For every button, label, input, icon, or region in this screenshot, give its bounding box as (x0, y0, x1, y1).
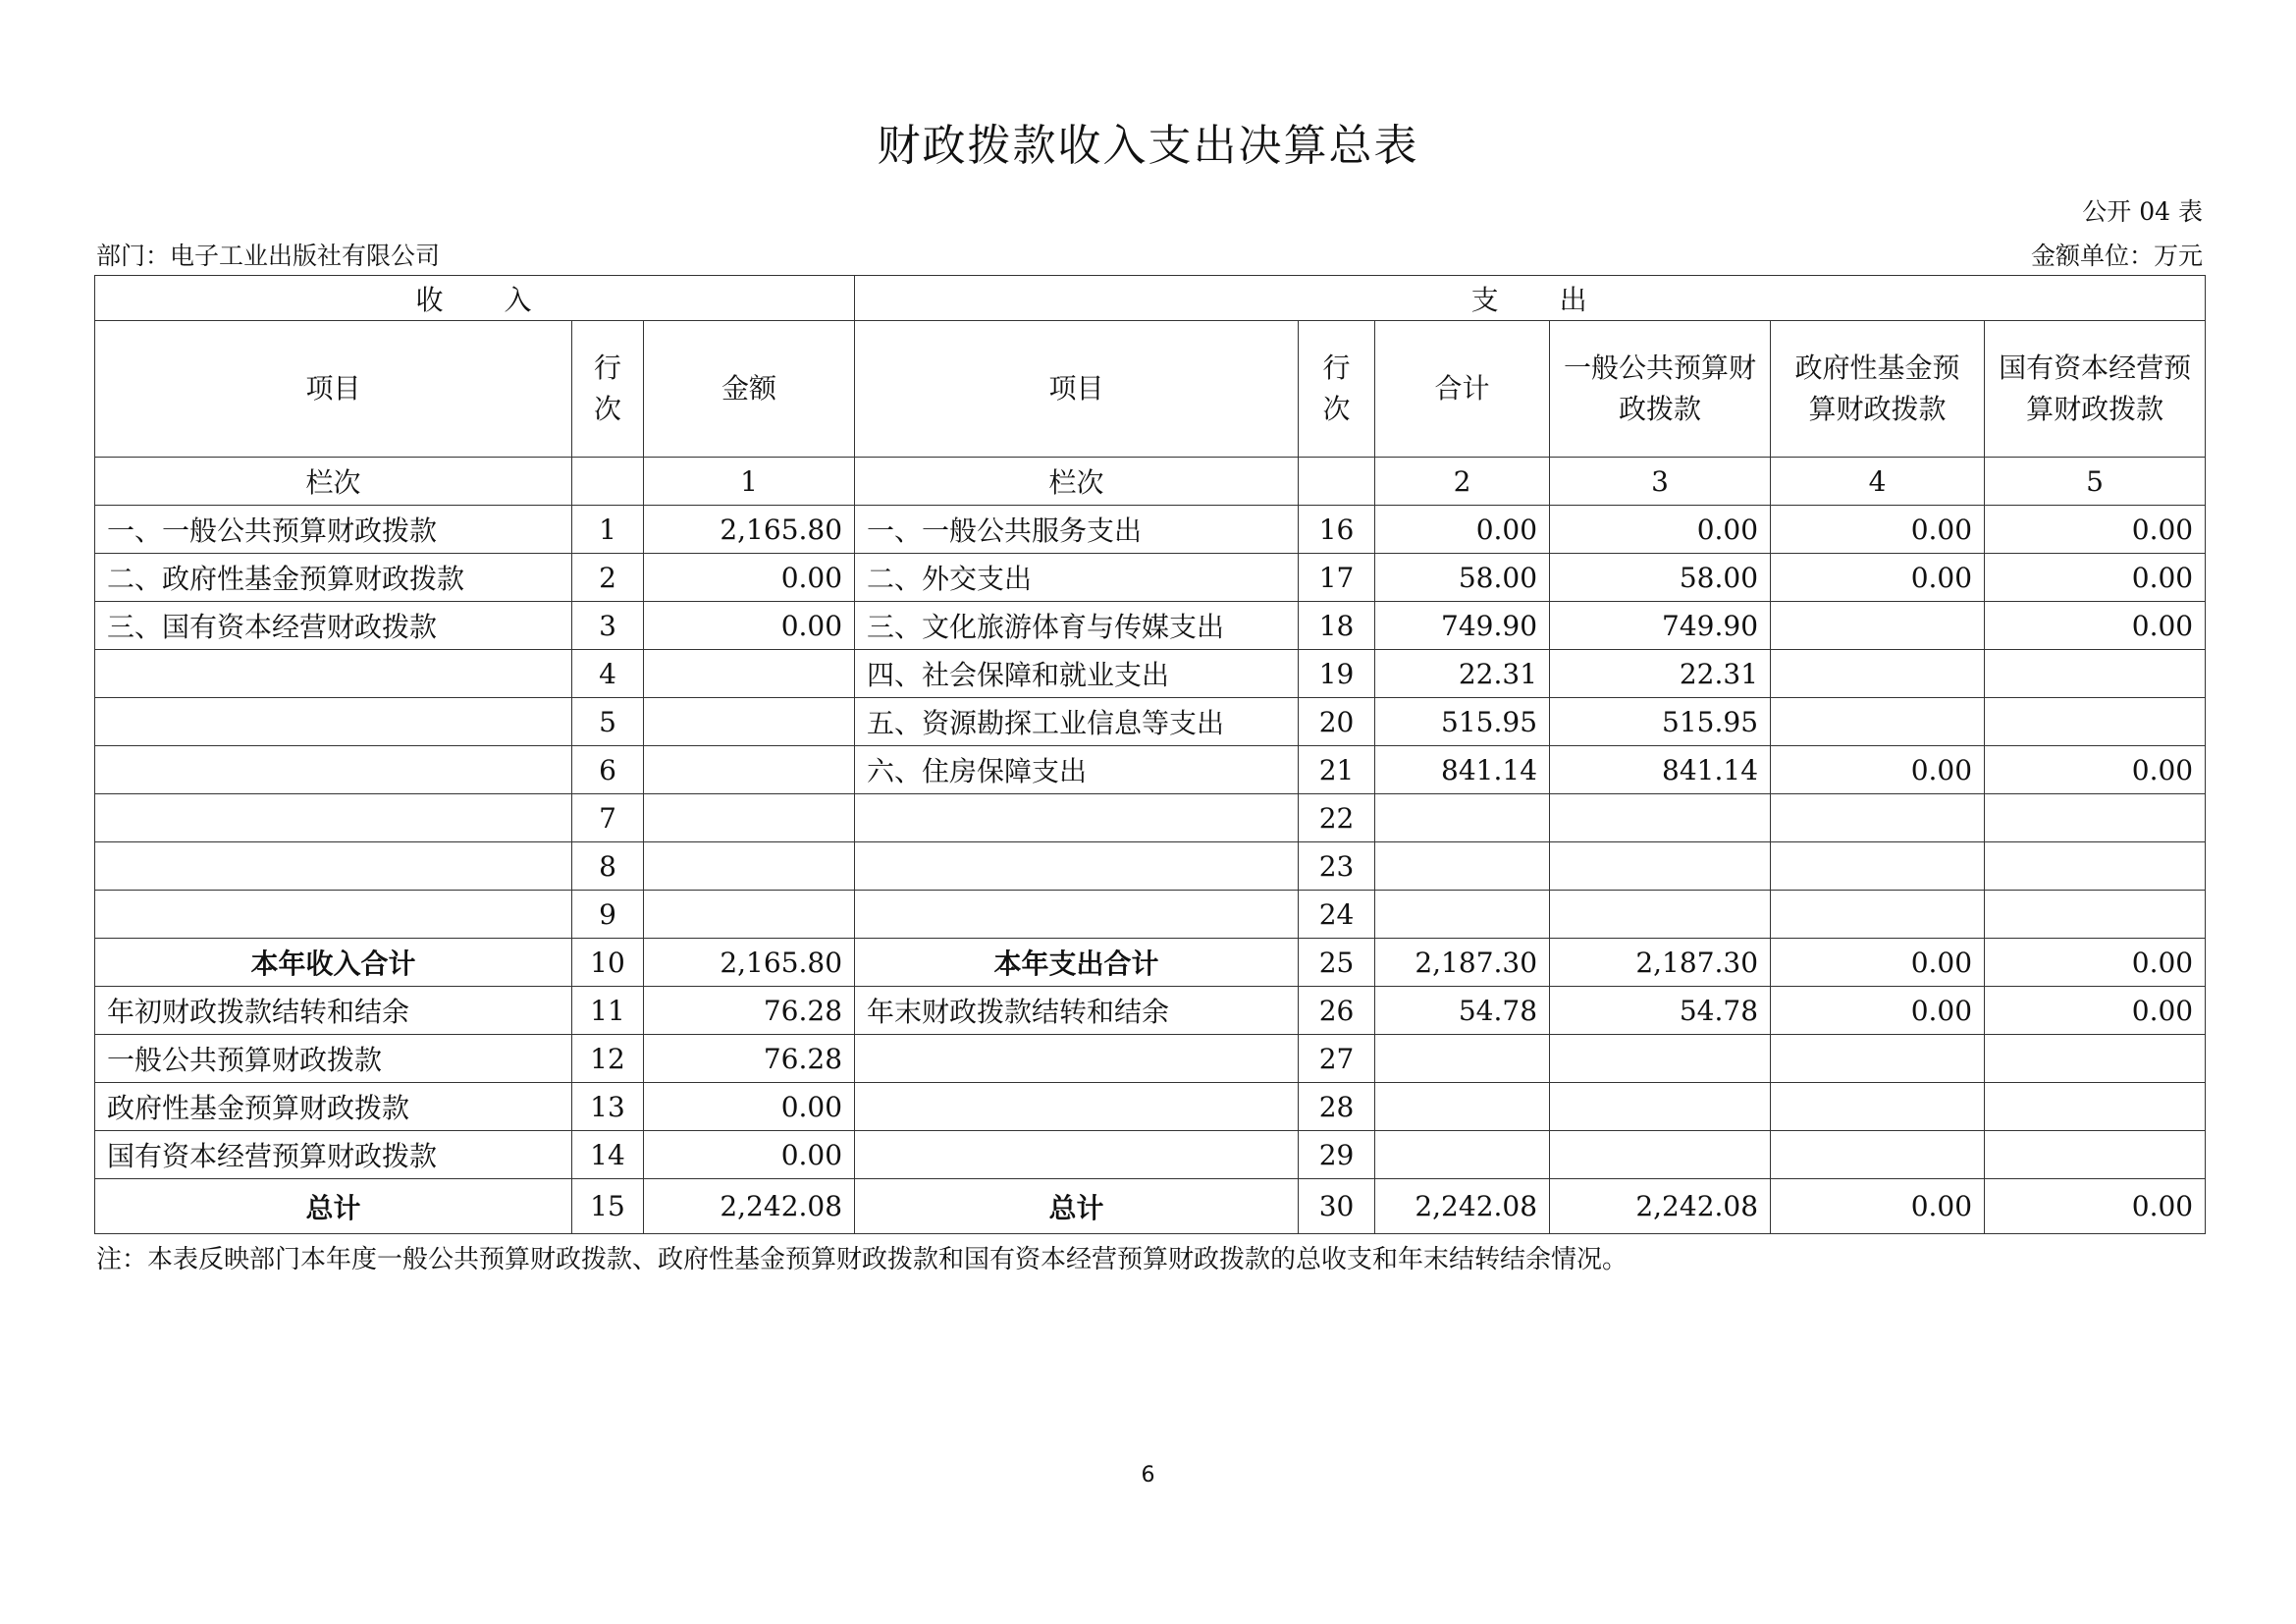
expense-header: 支 出 (855, 276, 2206, 321)
expense-item: 六、住房保障支出 (855, 746, 1299, 794)
income-amount-header: 金额 (644, 321, 855, 458)
col-empty (1299, 458, 1375, 506)
col-num-2: 2 (1375, 458, 1550, 506)
income-amount (644, 698, 855, 746)
fund-budget-amount: 0.00 (1771, 554, 1985, 602)
col-label-right: 栏次 (855, 458, 1299, 506)
fund-budget-amount: 0.00 (1771, 987, 1985, 1035)
expense-row-no: 30 (1299, 1179, 1375, 1234)
general-budget-amount (1550, 794, 1771, 842)
table-row (95, 650, 2206, 698)
income-item: 总计 (95, 1179, 572, 1234)
general-budget-amount (1550, 1083, 1771, 1131)
col-num-1: 1 (644, 458, 855, 506)
income-item-header: 项目 (95, 321, 572, 458)
general-budget-amount: 58.00 (1550, 554, 1771, 602)
expense-row-no: 25 (1299, 939, 1375, 987)
expense-item (855, 1035, 1299, 1083)
income-item (95, 698, 572, 746)
state-capital-amount (1985, 1035, 2206, 1083)
expense-item: 三、文化旅游体育与传媒支出 (855, 602, 1299, 650)
table-row (95, 1179, 2206, 1234)
expense-item: 五、资源勘探工业信息等支出 (855, 698, 1299, 746)
table-row (95, 554, 2206, 602)
income-row-no: 6 (572, 746, 644, 794)
income-item (95, 842, 572, 891)
general-budget-amount: 54.78 (1550, 987, 1771, 1035)
expense-row-no-header: 行次 (1299, 321, 1375, 458)
expense-total: 22.31 (1375, 650, 1550, 698)
expense-row-no: 19 (1299, 650, 1375, 698)
table-row (95, 746, 2206, 794)
income-amount: 0.00 (644, 1083, 855, 1131)
state-capital-amount (1985, 698, 2206, 746)
budget-table (94, 275, 2206, 1234)
expense-total: 515.95 (1375, 698, 1550, 746)
table-row (95, 698, 2206, 746)
fund-budget-amount: 0.00 (1771, 746, 1985, 794)
income-item (95, 891, 572, 939)
expense-row-no: 28 (1299, 1083, 1375, 1131)
unit-label: 金额单位：万元 (2030, 242, 2203, 270)
general-budget-amount (1550, 1131, 1771, 1179)
expense-row-no: 16 (1299, 506, 1375, 554)
income-row-no: 4 (572, 650, 644, 698)
expense-row-no: 17 (1299, 554, 1375, 602)
income-item (95, 794, 572, 842)
income-amount (644, 650, 855, 698)
income-item: 二、政府性基金预算财政拨款 (95, 554, 572, 602)
state-capital-amount (1985, 650, 2206, 698)
expense-row-no: 24 (1299, 891, 1375, 939)
general-budget-amount: 2,242.08 (1550, 1179, 1771, 1234)
income-row-no: 14 (572, 1131, 644, 1179)
expense-row-no: 26 (1299, 987, 1375, 1035)
expense-total (1375, 794, 1550, 842)
income-row-no: 8 (572, 842, 644, 891)
general-budget-amount: 841.14 (1550, 746, 1771, 794)
state-capital-amount: 0.00 (1985, 554, 2206, 602)
income-item: 政府性基金预算财政拨款 (95, 1083, 572, 1131)
table-row (95, 794, 2206, 842)
col-num-5: 5 (1985, 458, 2206, 506)
income-row-no: 15 (572, 1179, 644, 1234)
fund-budget-amount: 0.00 (1771, 506, 1985, 554)
expense-row-no: 23 (1299, 842, 1375, 891)
general-budget-amount: 749.90 (1550, 602, 1771, 650)
state-capital-amount: 0.00 (1985, 746, 2206, 794)
income-item: 本年收入合计 (95, 939, 572, 987)
expense-total: 58.00 (1375, 554, 1550, 602)
fund-budget-amount (1771, 842, 1985, 891)
income-amount: 76.28 (644, 1035, 855, 1083)
income-row-no: 3 (572, 602, 644, 650)
page-title: 财政拨款收入支出决算总表 (877, 121, 1419, 171)
expense-total: 2,187.30 (1375, 939, 1550, 987)
fund-budget-amount (1771, 1131, 1985, 1179)
table-row (95, 1083, 2206, 1131)
general-budget-amount: 2,187.30 (1550, 939, 1771, 987)
col-empty (572, 458, 644, 506)
expense-item: 总计 (855, 1179, 1299, 1234)
fund-budget-amount (1771, 1035, 1985, 1083)
column-number-row (95, 458, 2206, 506)
column-header-row (95, 321, 2206, 458)
income-amount (644, 842, 855, 891)
general-budget-amount (1550, 1035, 1771, 1083)
form-code: 公开 04 表 (2082, 197, 2203, 226)
income-item: 一、一般公共预算财政拨款 (95, 506, 572, 554)
expense-total: 749.90 (1375, 602, 1550, 650)
expense-item (855, 794, 1299, 842)
expense-item: 年末财政拨款结转和结余 (855, 987, 1299, 1035)
expense-item: 本年支出合计 (855, 939, 1299, 987)
expense-item (855, 1083, 1299, 1131)
state-capital-amount (1985, 1131, 2206, 1179)
expense-total (1375, 842, 1550, 891)
income-item (95, 746, 572, 794)
state-capital-amount (1985, 794, 2206, 842)
income-item: 一般公共预算财政拨款 (95, 1035, 572, 1083)
expense-total (1375, 1131, 1550, 1179)
income-row-no: 12 (572, 1035, 644, 1083)
fund-budget-amount (1771, 698, 1985, 746)
expense-row-no: 22 (1299, 794, 1375, 842)
page-number: 6 (1141, 1463, 1155, 1488)
expense-item (855, 891, 1299, 939)
table-row (95, 987, 2206, 1035)
income-row-no: 10 (572, 939, 644, 987)
expense-total: 2,242.08 (1375, 1179, 1550, 1234)
income-amount: 2,165.80 (644, 506, 855, 554)
income-row-no: 11 (572, 987, 644, 1035)
table-row (95, 602, 2206, 650)
income-item: 国有资本经营预算财政拨款 (95, 1131, 572, 1179)
income-item (95, 650, 572, 698)
general-budget-header: 一般公共预算财政拨款 (1550, 321, 1771, 458)
expense-total: 0.00 (1375, 506, 1550, 554)
income-row-no: 9 (572, 891, 644, 939)
table-row (95, 1035, 2206, 1083)
expense-item (855, 1131, 1299, 1179)
state-capital-amount (1985, 891, 2206, 939)
state-capital-amount: 0.00 (1985, 1179, 2206, 1234)
expense-row-no: 21 (1299, 746, 1375, 794)
expense-row-no: 27 (1299, 1035, 1375, 1083)
general-budget-amount: 22.31 (1550, 650, 1771, 698)
income-row-no: 5 (572, 698, 644, 746)
col-num-3: 3 (1550, 458, 1771, 506)
income-amount: 2,165.80 (644, 939, 855, 987)
income-row-no-header: 行次 (572, 321, 644, 458)
table-row (95, 842, 2206, 891)
income-row-no: 13 (572, 1083, 644, 1131)
income-amount: 76.28 (644, 987, 855, 1035)
expense-total (1375, 1035, 1550, 1083)
table-row (95, 891, 2206, 939)
state-capital-amount: 0.00 (1985, 602, 2206, 650)
col-label-left: 栏次 (95, 458, 572, 506)
fund-budget-amount (1771, 794, 1985, 842)
expense-row-no: 29 (1299, 1131, 1375, 1179)
income-amount (644, 794, 855, 842)
table-row (95, 506, 2206, 554)
fund-budget-amount (1771, 891, 1985, 939)
expense-item (855, 842, 1299, 891)
income-amount (644, 891, 855, 939)
department-label: 部门：电子工业出版社有限公司 (96, 242, 441, 270)
income-header: 收 入 (95, 276, 855, 321)
table-row (95, 939, 2206, 987)
state-capital-header: 国有资本经营预算财政拨款 (1985, 321, 2206, 458)
table-row (95, 1131, 2206, 1179)
income-amount (644, 746, 855, 794)
expense-total (1375, 891, 1550, 939)
income-amount: 0.00 (644, 1131, 855, 1179)
income-item: 三、国有资本经营财政拨款 (95, 602, 572, 650)
income-amount: 2,242.08 (644, 1179, 855, 1234)
state-capital-amount (1985, 1083, 2206, 1131)
section-header-row (95, 276, 2206, 321)
expense-item: 一、一般公共服务支出 (855, 506, 1299, 554)
fund-budget-amount: 0.00 (1771, 1179, 1985, 1234)
expense-total: 54.78 (1375, 987, 1550, 1035)
income-amount: 0.00 (644, 602, 855, 650)
state-capital-amount (1985, 842, 2206, 891)
fund-budget-amount: 0.00 (1771, 939, 1985, 987)
fund-budget-amount (1771, 1083, 1985, 1131)
expense-item-header: 项目 (855, 321, 1299, 458)
state-capital-amount: 0.00 (1985, 506, 2206, 554)
general-budget-amount: 515.95 (1550, 698, 1771, 746)
income-row-no: 2 (572, 554, 644, 602)
expense-total (1375, 1083, 1550, 1131)
general-budget-amount: 0.00 (1550, 506, 1771, 554)
general-budget-amount (1550, 842, 1771, 891)
income-item: 年初财政拨款结转和结余 (95, 987, 572, 1035)
expense-item: 二、外交支出 (855, 554, 1299, 602)
expense-total-header: 合计 (1375, 321, 1550, 458)
state-capital-amount: 0.00 (1985, 939, 2206, 987)
state-capital-amount: 0.00 (1985, 987, 2206, 1035)
col-num-4: 4 (1771, 458, 1985, 506)
income-amount: 0.00 (644, 554, 855, 602)
expense-total: 841.14 (1375, 746, 1550, 794)
expense-row-no: 20 (1299, 698, 1375, 746)
fund-budget-amount (1771, 602, 1985, 650)
expense-row-no: 18 (1299, 602, 1375, 650)
fund-budget-header: 政府性基金预算财政拨款 (1771, 321, 1985, 458)
expense-item: 四、社会保障和就业支出 (855, 650, 1299, 698)
fund-budget-amount (1771, 650, 1985, 698)
table-note: 注：本表反映部门本年度一般公共预算财政拨款、政府性基金预算财政拨款和国有资本经营预算财政拨款的总收支和年末结转结余情况。 (96, 1245, 1629, 1274)
income-row-no: 1 (572, 506, 644, 554)
general-budget-amount (1550, 891, 1771, 939)
income-row-no: 7 (572, 794, 644, 842)
